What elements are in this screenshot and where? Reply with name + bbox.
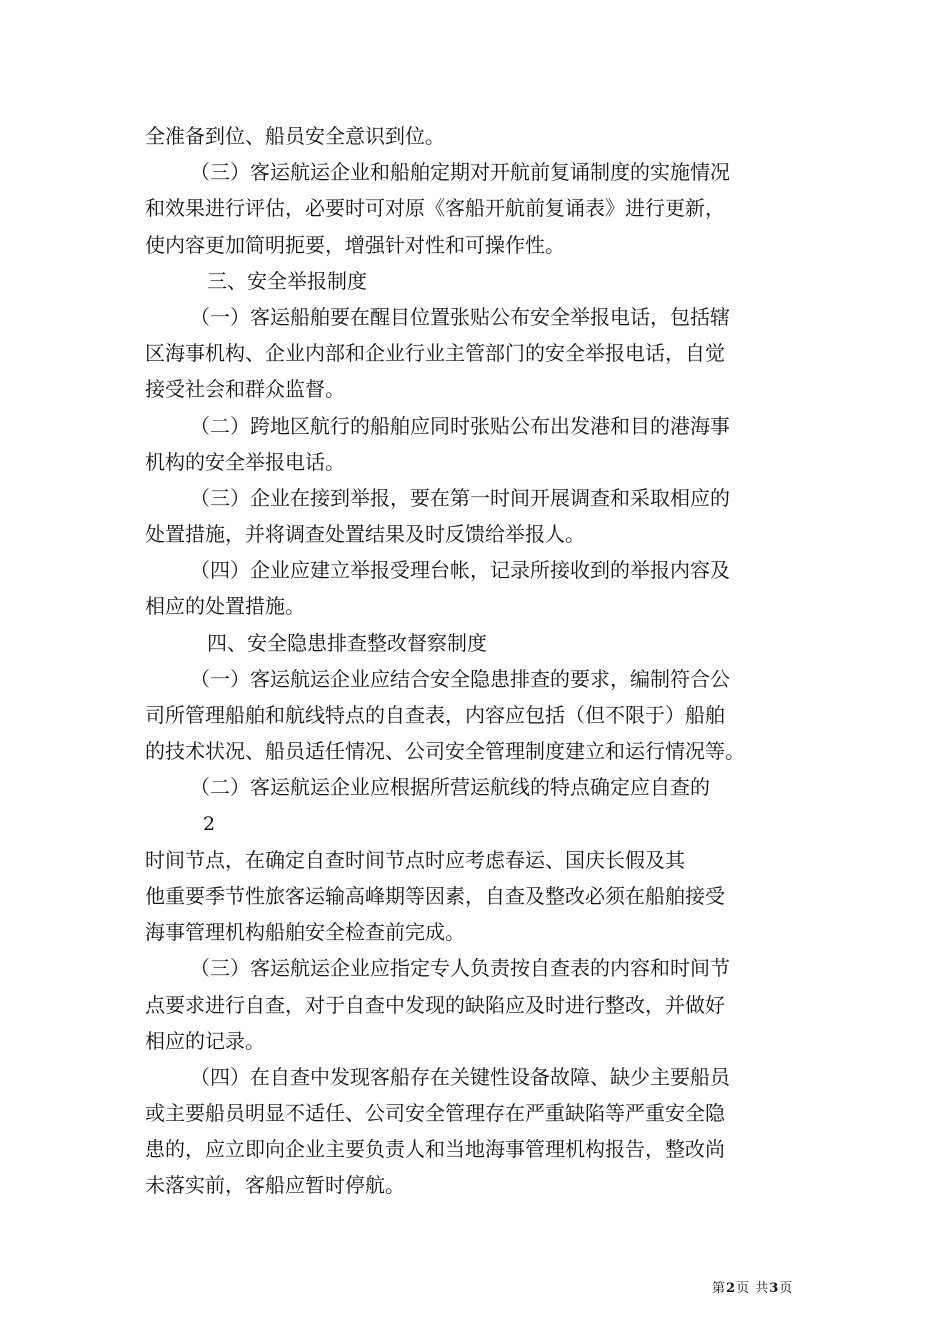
text-line: （四）在自查中发现客船存在关键性设备故障、缺少主要船员 [190,1064,730,1089]
text-line: （一）客运航运企业应结合安全隐患排查的要求，编制符合公 [190,666,730,691]
text-line: 相应的记录。 [145,1028,265,1053]
section-heading: 四、安全隐患排查整改督察制度 [207,630,487,655]
text-line: 全准备到位、船员安全意识到位。 [145,124,445,148]
page-footer [712,1277,793,1296]
text-line: 时间节点，在确定自查时间节点时应考虑春运、国庆长假及其 [145,847,685,872]
text-line: （一）客运船舶要在醒目位置张贴公布安全举报电话，包括辖 [190,304,730,329]
footer-middle: 页 共 [736,1281,770,1296]
inline-page-number: 2 [203,812,216,835]
text-line: 未落实前，客船应暂时停航。 [145,1173,405,1198]
text-line: 点要求进行自查，对于自查中发现的缺陷应及时进行整改，并做好 [145,992,725,1017]
text-line: （四）企业应建立举报受理台帐，记录所接收到的举报内容及 [190,558,730,583]
text-line: 他重要季节性旅客运输高峰期等因素，自查及整改必须在船舶接受 [145,883,725,908]
text-line: 的技术状况、船员适任情况、公司安全管理制度建立和运行情况等。 [145,739,745,764]
text-line: （三）客运航运企业和船舶定期对开航前复诵制度的实施情况 [190,160,730,185]
text-line: 相应的处置措施。 [145,594,305,619]
text-line: 和效果进行评估，必要时可对原《客船开航前复诵表》进行更新， [145,196,725,221]
text-line: 区海事机构、企业内部和企业行业主管部门的安全举报电话，自觉 [145,341,725,366]
text-line: （二）客运航运企业应根据所营运航线的特点确定应自查的 [190,775,710,800]
text-line: 或主要船员明显不适任、公司安全管理存在严重缺陷等严重安全隐 [145,1101,725,1126]
text-line: 处置措施，并将调查处置结果及时反馈给举报人。 [145,522,585,547]
footer-suffix: 页 [779,1281,794,1296]
text-line: 患的，应立即向企业主要负责人和当地海事管理机构报告，整改尚 [145,1137,725,1162]
text-line: 接受社会和群众监督。 [145,377,345,402]
text-line: （三）客运航运企业应指定专人负责按自查表的内容和时间节 [190,956,730,981]
text-line: 海事管理机构船舶安全检查前完成。 [145,920,465,945]
footer-current-page: 2 [726,1281,737,1296]
text-line: 机构的安全举报电话。 [145,449,345,474]
text-line: （二）跨地区航行的船舶应同时张贴公布出发港和目的港海事 [190,413,730,438]
document-body [145,118,810,1204]
footer-prefix: 第 [712,1281,727,1296]
footer-total-pages: 3 [769,1281,780,1296]
text-line: （三）企业在接到举报，要在第一时间开展调查和采取相应的 [190,485,730,510]
text-line: 使内容更加简明扼要，增强针对性和可操作性。 [145,232,565,257]
section-heading: 三、安全举报制度 [207,268,367,293]
text-line: 司所管理船舶和航线特点的自查表，内容应包括（但不限于）船舶 [145,703,725,727]
